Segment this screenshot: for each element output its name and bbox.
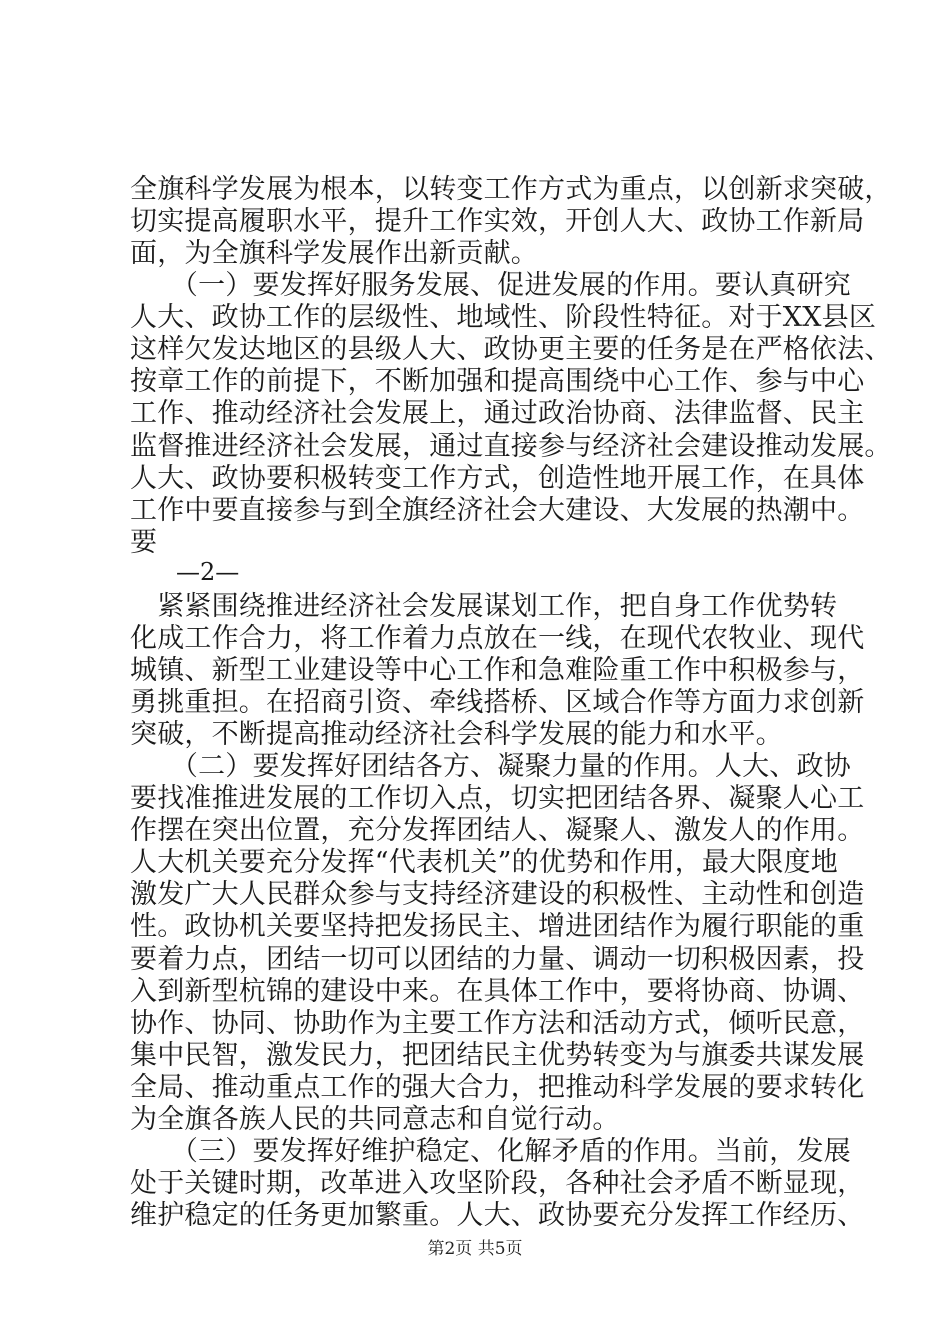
text-line: 为全旗各族人民的共同意志和自觉行动。	[130, 1104, 620, 1135]
text-line: 工作、推动经济社会发展上，通过政治协商、法律监督、民主	[130, 398, 865, 429]
text-line: 工作中要直接参与到全旗经济社会大建设、大发展的热潮中。	[130, 495, 865, 526]
text-line: 人大、政协要积极转变工作方式，创造性地开展工作，在具体	[130, 463, 865, 494]
text-line: 要着力点，团结一切可以团结的力量、调动一切积极因素，投	[130, 944, 865, 975]
text-line: 处于关键时期，改革进入攻坚阶段，各种社会矛盾不断显现，	[130, 1168, 865, 1199]
text-line: 性。政协机关要坚持把发扬民主、增进团结作为履行职能的重	[130, 911, 865, 942]
text-line: 按章工作的前提下，不断加强和提高围绕中心工作、参与中心	[130, 366, 865, 397]
text-line: 激发广大人民群众参与支持经济建设的积极性、主动性和创造	[130, 879, 865, 910]
page-marker: —2—	[176, 558, 240, 586]
text-line: 这样欠发达地区的县级人大、政协更主要的任务是在严格依法、	[130, 334, 892, 365]
text-line: 要	[130, 527, 158, 558]
text-line: 维护稳定的任务更加繁重。人大、政协要充分发挥工作经历、	[130, 1200, 865, 1231]
text-line: 入到新型杭锦的建设中来。在具体工作中，要将协商、协调、	[130, 976, 865, 1007]
text-line: 全旗科学发展为根本，以转变工作方式为重点，以创新求突破，	[130, 174, 892, 205]
text-line: 协作、协同、协助作为主要工作方法和活动方式，倾听民意，	[130, 1008, 865, 1039]
text-line: 突破，不断提高推动经济社会科学发展的能力和水平。	[130, 719, 783, 750]
text-line: 监督推进经济社会发展，通过直接参与经济社会建设推动发展。	[130, 431, 892, 462]
text-line: 切实提高履职水平，提升工作实效，开创人大、政协工作新局	[130, 206, 865, 237]
text-line: （三）要发挥好维护稳定、化解矛盾的作用。当前，发展	[130, 1136, 851, 1167]
text-line: 人大、政协工作的层级性、地域性、阶段性特征。对于XX县区	[130, 302, 877, 333]
text-line: （二）要发挥好团结各方、凝聚力量的作用。人大、政协	[130, 751, 851, 782]
text-line: （一）要发挥好服务发展、促进发展的作用。要认真研究	[130, 270, 851, 301]
text-line: 全局、推动重点工作的强大合力，把推动科学发展的要求转化	[130, 1072, 865, 1103]
text-line: 勇挑重担。在招商引资、牵线搭桥、区域合作等方面力求创新	[130, 687, 865, 718]
text-line: 紧紧围绕推进经济社会发展谋划工作，把自身工作优势转	[130, 591, 838, 622]
text-line: 人大机关要充分发挥“代表机关”的优势和作用，最大限度地	[130, 847, 839, 878]
page-footer: 第2页 共5页	[427, 1239, 523, 1259]
text-line: 集中民智，激发民力，把团结民主优势转变为与旗委共谋发展	[130, 1040, 865, 1071]
text-line: 要找准推进发展的工作切入点，切实把团结各界、凝聚人心工	[130, 783, 865, 814]
text-line: 作摆在突出位置，充分发挥团结人、凝聚人、激发人的作用。	[130, 815, 865, 846]
text-line: 化成工作合力，将工作着力点放在一线，在现代农牧业、现代	[130, 623, 865, 654]
text-line: 面，为全旗科学发展作出新贡献。	[130, 238, 538, 269]
text-line: 城镇、新型工业建设等中心工作和急难险重工作中积极参与，	[130, 655, 865, 686]
